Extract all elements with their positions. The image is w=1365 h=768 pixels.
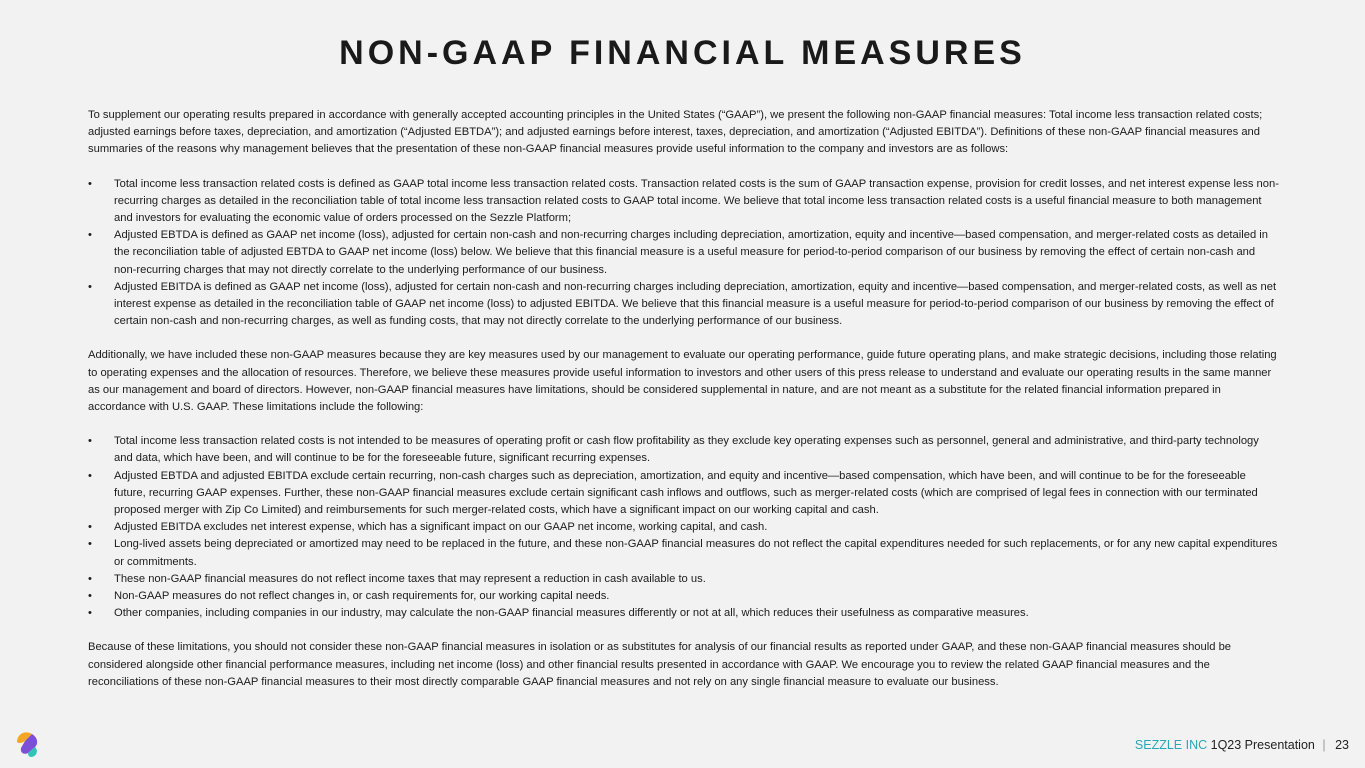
bullet-icon: • [88,607,92,620]
list-item: • Adjusted EBTDA is defined as GAAP net income (loss), adjusted for certain non-cash and non-recurring charges including depreciation, amortization, equity and incentive—based compensation, and merger-related costs as detailed in the reconciliation table of adjusted EBTDA to GAAP net income (loss) below. We believe that this financial measure is a useful measure for period-to-period comparison of our business by removing the effect of certain non-cash and non-recurring charges that may not directly correlate to the underlying performance of our business. [88,229,1268,276]
list-item: • Adjusted EBITDA excludes net interest expense, which has a significant impact on our GAAP net income, working capital, and cash. [88,519,1280,536]
footer [1135,738,1349,752]
body-content [88,107,1280,691]
list-item: • Long-lived assets being depreciated or amortized may need to be replaced in the future, and these non-GAAP financial measures do not reflect the capital expenditures needed for such replacements, or for any new capital expenditures or commitments. [88,538,1278,568]
bullet-icon: • [88,435,92,448]
bullet-icon: • [88,521,92,534]
bullet-icon: • [88,538,92,551]
bullet-icon: • [88,572,92,585]
bullet-icon: • [88,229,92,242]
bullet-icon: • [88,280,92,293]
footer-brand: SEZZLE INC [1134,738,1208,752]
list-item: • Non-GAAP measures do not reflect changes in, or cash requirements for, our working capital needs. [88,588,1280,605]
list-item: • Adjusted EBTDA and adjusted EBITDA exclude certain recurring, non-cash charges such as depreciation, amortization, and equity and incentive—based compensation, which have been, and will continue to be for the foreseeable future, recurring GAAP expenses. Further, these non-GAAP financial measures exclude certain significant cash inflows and outflows, such as merger-related costs (which are comprised of legal fees in connection with our terminated proposed merger with Zip Co Limited) and reimbursements for such merger-related costs, which have a significant impact on our working capital and cash. [88,469,1258,517]
page-title: NON-GAAP FINANCIAL MEASURES [339,34,1026,72]
footer-separator: | [1322,738,1326,752]
page-number: 23 [1335,738,1349,752]
bullet-icon: • [88,590,92,603]
bullet-icon: • [88,177,92,190]
list-item: • Adjusted EBITDA is defined as GAAP net income (loss), adjusted for certain non-cash and non-recurring charges including depreciation, amortization, equity and incentive—based compensation, and merger-related costs, as well as net interest expense as detailed in the reconciliation table of GAAP net income (loss) to adjusted EBITDA. We believe that this financial measure is a useful measure for period-to-period comparison of our business by removing the effect of certain non-cash and non-recurring charges, as well as funding costs, that may not directly correlate to the underlying performance of our business. [88,280,1277,328]
list-item: • These non-GAAP financial measures do not reflect income taxes that may represent a reduction in cash available to us. [88,571,1280,588]
conclusion-paragraph: Because of these limitations, you should not consider these non-GAAP financial measures in isolation or as substitutes for analysis of our financial results as reported under GAAP, and these non-GAAP financial measures should be considered alongside other financial performance measures, including net income (loss) and other financial results presented in accordance with GAAP. We encourage you to review the related GAAP financial measures and the reconciliations of these non-GAAP financial measures to their most directly comparable GAAP financial measures and not rely on any single financial measure to evaluate our business. [88,641,1232,688]
definitions-list [88,176,1280,331]
bullet-icon: • [88,469,92,482]
footer-presentation: 1Q23 Presentation [1210,738,1315,752]
intro-paragraph: To supplement our operating results prepared in accordance with generally accepted accounting principles in the United States (“GAAP”), we present the following non-GAAP financial measures: Total income less transaction related costs; adjusted earnings before taxes, depreciation, and amortization (“Adjusted EBTDA”); and adjusted earnings before interest, taxes, depreciation, and amortization (“Adjusted EBITDA”). Definitions of these non-GAAP financial measures and summaries of the reasons why management believes that the presentation of these non-GAAP financial measures provide useful information to the company and investors are as follows: [88,109,1263,156]
list-item: • Other companies, including companies in our industry, may calculate the non-GAAP financial measures differently or not at all, which reduces their usefulness as comparative measures. [88,605,1280,622]
limitations-list [88,433,1280,622]
sezzle-logo-icon [12,727,44,759]
additional-paragraph: Additionally, we have included these non-GAAP measures because they are key measures used by our management to evaluate our operating performance, guide future operating plans, and make strategic decisions, including those relating to operating expenses and the allocation of resources. Therefore, we believe these measures provide useful information to investors and other users of this press release to understand and evaluate our operating results in the same manner as our management and board of directors. However, non-GAAP financial measures have limitations, should be considered supplemental in nature, and are not meant as a substitute for the related financial information prepared in accordance with U.S. GAAP. These limitations include the following: [88,349,1277,414]
list-item: • Total income less transaction related costs is not intended to be measures of operating profit or cash flow profitability as they exclude key operating expenses such as personnel, general and administrative, and third-party technology and data, which have been, and will continue to be for the foreseeable future, significant recurring expenses. [88,435,1259,465]
list-item: • Total income less transaction related costs is defined as GAAP total income less transaction related costs. Transaction related costs is the sum of GAAP transaction expense, provision for credit losses, and net interest expense less non-recurring charges as detailed in the reconciliation table of total income less transaction related costs to GAAP total income. We believe that total income less transaction related costs is a useful financial measure to both management and investors for evaluating the economic value of orders processed on the Sezzle Platform; [88,177,1279,225]
